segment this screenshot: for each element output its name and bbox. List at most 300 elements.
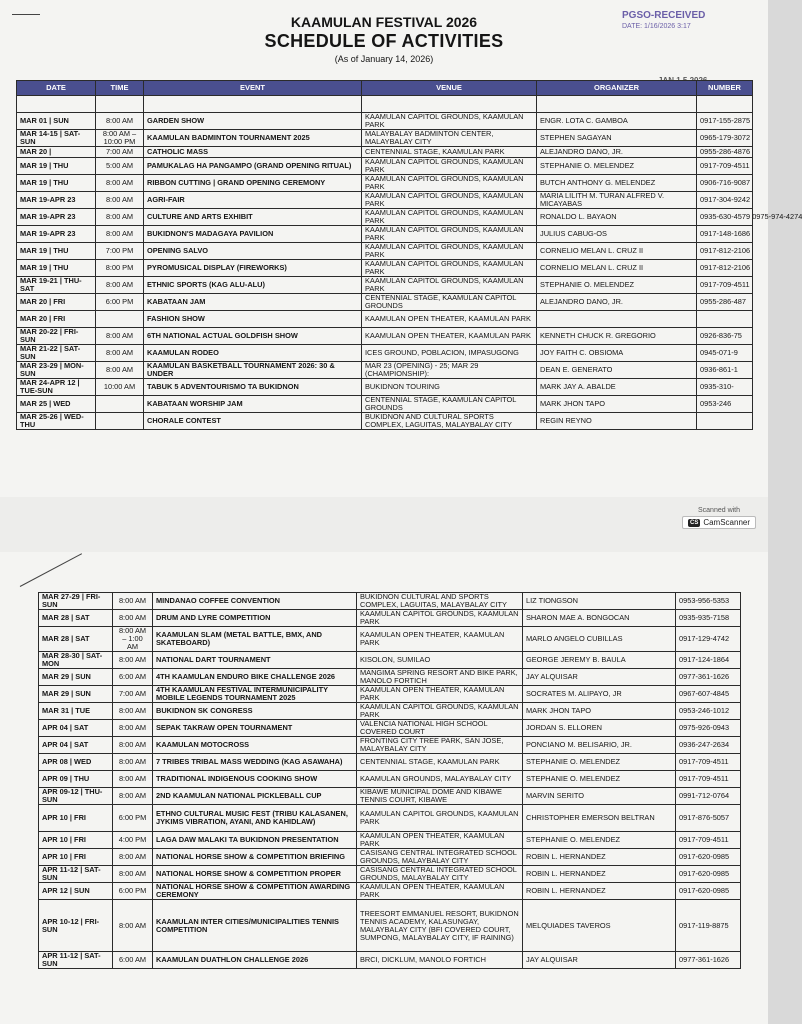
- cell-event: KAAMULAN SLAM (METAL BATTLE, BMX, AND SKATEBOARD): [153, 627, 357, 652]
- cell-event: NATIONAL HORSE SHOW & COMPETITION PROPER: [153, 866, 357, 883]
- cell-venue: KISOLON, SUMILAO: [357, 652, 523, 669]
- header-organizer: ORGANIZER: [537, 81, 697, 96]
- cell-event: BUKIDNON SK CONGRESS: [153, 703, 357, 720]
- cell-number: 0917-148-1686: [697, 226, 753, 243]
- cell-event: FASHION SHOW: [144, 311, 362, 328]
- cell-event: SEPAK TAKRAW OPEN TOURNAMENT: [153, 720, 357, 737]
- cell-number: 0991-712-0764: [676, 788, 741, 805]
- cell-organizer: [537, 311, 697, 328]
- cell-event: BUKIDNON'S MADAGAYA PAVILION: [144, 226, 362, 243]
- cell-date: APR 08 | WED: [39, 754, 113, 771]
- cell-date: APR 04 | SAT: [39, 720, 113, 737]
- cell-organizer: STEPHANIE O. MELENDEZ: [523, 754, 676, 771]
- cell-date: MAR 28 | SAT: [39, 627, 113, 652]
- cell-time: 5:00 AM: [96, 158, 144, 175]
- cell-date: APR 10 | FRI: [39, 832, 113, 849]
- cell-event: PYROMUSICAL DISPLAY (FIREWORKS): [144, 260, 362, 277]
- table-row: [17, 175, 753, 192]
- cell-date: MAR 19 | THU: [17, 158, 96, 175]
- cell-date: MAR 19-APR 23: [17, 192, 96, 209]
- cell-time: 8:00 AM: [96, 362, 144, 379]
- cell-time: 8:00 AM: [96, 175, 144, 192]
- as-of-date: (As of January 14, 2026): [334, 54, 434, 64]
- cell-organizer: SHARON MAE A. BONGOCAN: [523, 610, 676, 627]
- cell-venue: KAAMULAN CAPITOL GROUNDS, KAAMULAN PARK: [357, 703, 523, 720]
- cell-time: 7:00 AM: [96, 147, 144, 158]
- cell-time: 8:00 AM: [113, 720, 153, 737]
- cell-number: 0917-155-2875: [697, 113, 753, 130]
- cell-number: 0935-630-4579 0975-974-4274: [697, 209, 753, 226]
- cell-event: KAAMULAN BADMINTON TOURNAMENT 2025: [144, 130, 362, 147]
- cell-organizer: ROBIN L. HERNANDEZ: [523, 883, 676, 900]
- cell-number: 0936-247-2634: [676, 737, 741, 754]
- cell-date: MAR 27-29 | FRI-SUN: [39, 593, 113, 610]
- cell-organizer: BUTCH ANTHONY G. MELENDEZ: [537, 175, 697, 192]
- cell-number: 0917-709-4511: [676, 771, 741, 788]
- cell-organizer: STEPHANIE O. MELENDEZ: [523, 832, 676, 849]
- table-row: [39, 652, 741, 669]
- schedule-title: SCHEDULE OF ACTIVITIES: [264, 31, 504, 51]
- cell-organizer: MARK JAY A. ABALDE: [537, 379, 697, 396]
- cell-number: 0917-620-0985: [676, 883, 741, 900]
- cell-time: 8:00 AM: [96, 328, 144, 345]
- cell-organizer: JOY FAITH C. OBSIOMA: [537, 345, 697, 362]
- scanned-page-2: [0, 552, 768, 1024]
- cell-organizer: RONALDO L. BAYAON: [537, 209, 697, 226]
- cell-venue: MAR 23 (OPENING) - 25; MAR 29 (CHAMPIONSHIP):: [362, 362, 537, 379]
- table-row: [39, 788, 741, 805]
- cell-number: 0953-246: [697, 396, 753, 413]
- stamp-date-line: DATE: 1/16/2026 3:17: [622, 23, 691, 30]
- cell-organizer: JORDAN S. ELLOREN: [523, 720, 676, 737]
- cell-venue: CENTENNIAL STAGE, KAAMULAN CAPITOL GROUNDS: [362, 396, 537, 413]
- cell-organizer: DEAN E. GENERATO: [537, 362, 697, 379]
- table-row: [39, 952, 741, 969]
- cell-venue: BUKIDNON TOURING: [362, 379, 537, 396]
- table-row: [17, 328, 753, 345]
- cell-venue: KIBAWE MUNICIPAL DOME AND KIBAWE TENNIS COURT, KIBAWE: [357, 788, 523, 805]
- scanned-page-1: [0, 0, 802, 497]
- cell-venue: KAAMULAN OPEN THEATER, KAAMULAN PARK: [357, 686, 523, 703]
- cell-venue: BUKIDNON CULTURAL AND SPORTS COMPLEX, LAGUITAS, MALAYBALAY CITY: [357, 593, 523, 610]
- table-row: [39, 686, 741, 703]
- cell-organizer: LIZ TIONGSON: [523, 593, 676, 610]
- cell-date: MAR 28-30 | SAT-MON: [39, 652, 113, 669]
- cell-number: 0977-361-1626: [676, 669, 741, 686]
- cell-time: 8:00 AM: [113, 771, 153, 788]
- cell-organizer: PONCIANO M. BELISARIO, JR.: [523, 737, 676, 754]
- cell-organizer: JAY ALQUISAR: [523, 952, 676, 969]
- cell-date: MAR 25 | WED: [17, 396, 96, 413]
- table-row: [39, 900, 741, 952]
- cell-event: NATIONAL HORSE SHOW & COMPETITION AWARDING CEREMONY: [153, 883, 357, 900]
- cell-number: 0917-124-1864: [676, 652, 741, 669]
- cell-organizer: CHRISTOPHER EMERSON BELTRAN: [523, 805, 676, 832]
- table-row: [17, 158, 753, 175]
- festival-title: KAAMULAN FESTIVAL 2026: [290, 14, 478, 30]
- table-row: [39, 849, 741, 866]
- cell-event: RIBBON CUTTING | GRAND OPENING CEREMONY: [144, 175, 362, 192]
- cell-organizer: STEPHANIE O. MELENDEZ: [537, 277, 697, 294]
- camscanner-watermark: [682, 507, 756, 535]
- scanner-label: Scanned with: [697, 507, 741, 514]
- cell-time: 8:00 AM – 10:00 PM: [96, 130, 144, 147]
- cell-venue: MANGIMA SPRING RESORT AND BIKE PARK, MANOLO FORTICH: [357, 669, 523, 686]
- cell-date: MAR 19-APR 23: [17, 226, 96, 243]
- cell-date: MAR 20 |: [17, 147, 96, 158]
- cell-number: 0917-709-4511: [676, 832, 741, 849]
- cell-event: KAAMULAN BASKETBALL TOURNAMENT 2026: 30 & UNDER: [144, 362, 362, 379]
- cell-date: MAR 19 | THU: [17, 175, 96, 192]
- cell-time: [96, 311, 144, 328]
- cell-number: 0965-179-3072: [697, 130, 753, 147]
- cell-organizer: GEORGE JEREMY B. BAULA: [523, 652, 676, 669]
- cell-number: 0975-926-0943: [676, 720, 741, 737]
- cell-event: TRADITIONAL INDIGENOUS COOKING SHOW: [153, 771, 357, 788]
- table-row: [17, 260, 753, 277]
- cell-event: KAAMULAN DUATHLON CHALLENGE 2026: [153, 952, 357, 969]
- cell-event: MINDANAO COFFEE CONVENTION: [153, 593, 357, 610]
- cell-event: KAAMULAN INTER CITIES/MUNICIPALITIES TENNIS COMPETITION: [153, 900, 357, 952]
- cell-time: 8:00 AM: [113, 703, 153, 720]
- cell-venue: KAAMULAN OPEN THEATER, KAAMULAN PARK: [362, 311, 537, 328]
- cell-date: MAR 31 | TUE: [39, 703, 113, 720]
- pen-mark: [12, 14, 40, 15]
- page-gap: [0, 497, 768, 552]
- cell-venue: BUKIDNON AND CULTURAL SPORTS COMPLEX, LAGUITAS, MALAYBALAY CITY: [362, 413, 537, 430]
- cell-number: 0917-304-9242: [697, 192, 753, 209]
- cell-organizer: CORNELIO MELAN L. CRUZ II: [537, 243, 697, 260]
- cell-date: MAR 25-26 | WED-THU: [17, 413, 96, 430]
- cell-venue: KAAMULAN CAPITOL GROUNDS, KAAMULAN PARK: [362, 243, 537, 260]
- cell-event: LAGA DAW MALAKI TA BUKIDNON PRESENTATION: [153, 832, 357, 849]
- cell-time: 7:00 PM: [96, 243, 144, 260]
- cell-time: 8:00 AM: [96, 345, 144, 362]
- table-row: [39, 883, 741, 900]
- cell-date: APR 10 | FRI: [39, 849, 113, 866]
- cell-event: ETHNO CULTURAL MUSIC FEST (TRIBU KALASANEN, JYKIMS VIBRATION, AYANI, AND KAHIDLAW): [153, 805, 357, 832]
- cell-venue: KAAMULAN OPEN THEATER, KAAMULAN PARK: [362, 328, 537, 345]
- cell-event: OPENING SALVO: [144, 243, 362, 260]
- cell-number: 0917-129-4742: [676, 627, 741, 652]
- cell-number: 0906-716-9087: [697, 175, 753, 192]
- cell-number: [697, 413, 753, 430]
- cell-event: ETHNIC SPORTS (KAG ALU-ALU): [144, 277, 362, 294]
- cell-time: 8:00 AM: [113, 849, 153, 866]
- cell-venue: CENTENNIAL STAGE, KAAMULAN CAPITOL GROUNDS: [362, 294, 537, 311]
- cell-date: MAR 24-APR 12 | TUE-SUN: [17, 379, 96, 396]
- cell-time: 6:00 AM: [113, 669, 153, 686]
- cell-venue: KAAMULAN OPEN THEATER, KAAMULAN PARK: [357, 883, 523, 900]
- cell-event: NATIONAL HORSE SHOW & COMPETITION BRIEFING: [153, 849, 357, 866]
- cell-date: APR 10 | FRI: [39, 805, 113, 832]
- cell-organizer: STEPHANIE O. MELENDEZ: [523, 771, 676, 788]
- cell-time: 8:00 AM: [113, 788, 153, 805]
- cell-organizer: ALEJANDRO DANO, JR.: [537, 147, 697, 158]
- cell-date: MAR 19-APR 23: [17, 209, 96, 226]
- table-row: [17, 345, 753, 362]
- cell-time: [96, 396, 144, 413]
- cell-number: 0917-812-2106: [697, 260, 753, 277]
- cell-date: APR 09-12 | THU-SUN: [39, 788, 113, 805]
- cell-event: AGRI-FAIR: [144, 192, 362, 209]
- table-row: [39, 832, 741, 849]
- table-row: [17, 294, 753, 311]
- cell-organizer: STEPHEN SAGAYAN: [537, 130, 697, 147]
- cell-date: MAR 20 | FRI: [17, 311, 96, 328]
- cell-date: MAR 14-15 | SAT-SUN: [17, 130, 96, 147]
- cell-time: 8:00 AM: [96, 113, 144, 130]
- table-row: [39, 703, 741, 720]
- cell-organizer: MARK JHON TAPO: [523, 703, 676, 720]
- table-body-page-1: [17, 96, 802, 430]
- cell-venue: KAAMULAN CAPITOL GROUNDS, KAAMULAN PARK: [362, 158, 537, 175]
- cell-organizer: [537, 96, 697, 113]
- stamp-title: PGSO-RECEIVED: [622, 10, 706, 21]
- cell-date: MAR 29 | SUN: [39, 686, 113, 703]
- cell-time: 8:00 AM: [113, 866, 153, 883]
- header-event: EVENT: [144, 81, 362, 96]
- pen-mark: [20, 553, 82, 587]
- table-row: [39, 866, 741, 883]
- cell-time: 8:00 PM: [96, 260, 144, 277]
- cell-time: 8:00 AM – 1:00 AM: [113, 627, 153, 652]
- table-row: [17, 277, 753, 294]
- cell-time: 6:00 PM: [113, 883, 153, 900]
- cell-venue: FRONTING CITY TREE PARK, SAN JOSE, MALAYBALAY CITY: [357, 737, 523, 754]
- cell-number: 0936-861-1: [697, 362, 753, 379]
- cell-number: 0935-310-: [697, 379, 753, 396]
- cell-organizer: SOCRATES M. ALIPAYO, JR: [523, 686, 676, 703]
- table-row: [17, 226, 753, 243]
- table-row: [17, 413, 753, 430]
- cell-number: 0967-607-4845: [676, 686, 741, 703]
- cell-number: 0917-812-2106: [697, 243, 753, 260]
- camscanner-brand: CamScanner: [703, 518, 751, 527]
- cell-organizer: REGIN REYNO: [537, 413, 697, 430]
- cell-number: 0917-876-5057: [676, 805, 741, 832]
- cell-organizer: MARIA LILITH M. TURAN ALFRED V. MICAYABAS: [537, 192, 697, 209]
- cell-date: MAR 20 | FRI: [17, 294, 96, 311]
- cell-date: MAR 28 | SAT: [39, 610, 113, 627]
- cell-venue: KAAMULAN OPEN THEATER, KAAMULAN PARK: [357, 627, 523, 652]
- cell-organizer: CORNELIO MELAN L. CRUZ II: [537, 260, 697, 277]
- table-row: [39, 754, 741, 771]
- schedule-table-page-1: [16, 80, 802, 430]
- cell-organizer: ENGR. LOTA C. GAMBOA: [537, 113, 697, 130]
- cell-time: 8:00 AM: [96, 192, 144, 209]
- cell-time: 8:00 AM: [96, 226, 144, 243]
- table-row: [17, 96, 753, 113]
- cell-date: MAR 19 | THU: [17, 260, 96, 277]
- cell-time: 8:00 AM: [96, 277, 144, 294]
- cell-date: MAR 23-29 | MON-SUN: [17, 362, 96, 379]
- cell-event: KAAMULAN RODEO: [144, 345, 362, 362]
- cell-organizer: JAY ALQUISAR: [523, 669, 676, 686]
- cell-venue: KAAMULAN CAPITOL GROUNDS, KAAMULAN PARK: [362, 192, 537, 209]
- table-row: [17, 209, 753, 226]
- cell-time: 8:00 AM: [113, 652, 153, 669]
- cell-time: 6:00 PM: [113, 805, 153, 832]
- cell-venue: TREESORT EMMANUEL RESORT, BUKIDNON TENNIS ACADEMY, KALASUNGAY, MALAYBALAY CITY (BFI COVERED COURT, SUMPONG, MALAYBALAY CITY, IF RAINING): [357, 900, 523, 952]
- table-row: [17, 379, 753, 396]
- cell-venue: KAAMULAN CAPITOL GROUNDS, KAAMULAN PARK: [362, 175, 537, 192]
- cell-organizer: MARK JHON TAPO: [537, 396, 697, 413]
- cell-number: 0953-246-1012: [676, 703, 741, 720]
- table-row: [17, 362, 753, 379]
- cell-venue: [362, 96, 537, 113]
- table-row: [39, 720, 741, 737]
- table-row: [17, 147, 753, 158]
- camscanner-logo-icon: CS: [689, 519, 699, 526]
- cell-event: CATHOLIC MASS: [144, 147, 362, 158]
- cell-number: 0945-071-9: [697, 345, 753, 362]
- cell-time: 4:00 PM: [113, 832, 153, 849]
- table-row: [17, 130, 753, 147]
- cell-venue: CASISANG CENTRAL INTEGRATED SCHOOL GROUNDS, MALAYBALAY CITY: [357, 866, 523, 883]
- table-row: [17, 396, 753, 413]
- cell-time: 8:00 AM: [113, 737, 153, 754]
- cell-date: APR 12 | SUN: [39, 883, 113, 900]
- cell-venue: KAAMULAN CAPITOL GROUNDS, KAAMULAN PARK: [362, 226, 537, 243]
- cell-venue: ICES GROUND, POBLACION, IMPASUGONG: [362, 345, 537, 362]
- cell-organizer: MARVIN SERITO: [523, 788, 676, 805]
- cell-event: KAAMULAN MOTOCROSS: [153, 737, 357, 754]
- camscanner-badge: [682, 516, 756, 529]
- cell-number: 0955-286-4876: [697, 147, 753, 158]
- cell-organizer: KENNETH CHUCK R. GREGORIO: [537, 328, 697, 345]
- cell-date: MAR 20-22 | FRI-SUN: [17, 328, 96, 345]
- cell-time: [96, 413, 144, 430]
- cell-number: 0935-935-7158: [676, 610, 741, 627]
- cell-number: 0955-286-487: [697, 294, 753, 311]
- header-venue: VENUE: [362, 81, 537, 96]
- cell-event: KABATAAN JAM: [144, 294, 362, 311]
- cell-event: TABUK 5 ADVENTOURISMO TA BUKIDNON: [144, 379, 362, 396]
- cell-organizer: ROBIN L. HERNANDEZ: [523, 866, 676, 883]
- cell-date: APR 10-12 | FRI-SUN: [39, 900, 113, 952]
- cell-event: [144, 96, 362, 113]
- cell-date: APR 11-12 | SAT-SUN: [39, 952, 113, 969]
- cell-event: PAMUKALAG HA PANGAMPO (GRAND OPENING RITUAL): [144, 158, 362, 175]
- cell-venue: KAAMULAN CAPITOL GROUNDS, KAAMULAN PARK: [362, 277, 537, 294]
- cell-organizer: ROBIN L. HERNANDEZ: [523, 849, 676, 866]
- cell-event: NATIONAL DART TOURNAMENT: [153, 652, 357, 669]
- cell-time: 8:00 AM: [113, 593, 153, 610]
- cell-number: 0917-119-8875: [676, 900, 741, 952]
- cell-event: 2ND KAAMULAN NATIONAL PICKLEBALL CUP: [153, 788, 357, 805]
- cell-organizer: JULIUS CABUG-OS: [537, 226, 697, 243]
- cell-number: 0917-709-4511: [676, 754, 741, 771]
- cell-date: MAR 21-22 | SAT-SUN: [17, 345, 96, 362]
- cell-event: CHORALE CONTEST: [144, 413, 362, 430]
- cell-venue: KAAMULAN GROUNDS, MALAYBALAY CITY: [357, 771, 523, 788]
- cell-venue: VALENCIA NATIONAL HIGH SCHOOL COVERED COURT: [357, 720, 523, 737]
- table-row: [39, 610, 741, 627]
- cell-time: 8:00 AM: [113, 610, 153, 627]
- schedule-table-page-2: [38, 592, 741, 969]
- cell-number: [697, 311, 753, 328]
- cell-time: 6:00 PM: [96, 294, 144, 311]
- table-row: [39, 771, 741, 788]
- cell-venue: KAAMULAN CAPITOL GROUNDS, KAAMULAN PARK: [362, 113, 537, 130]
- table-row: [17, 243, 753, 260]
- header-time: TIME: [96, 81, 144, 96]
- cell-date: MAR 29 | SUN: [39, 669, 113, 686]
- cell-time: 7:00 AM: [113, 686, 153, 703]
- cell-number: [697, 96, 753, 113]
- table-row: [17, 192, 753, 209]
- cell-venue: MALAYBALAY BADMINTON CENTER, MALAYBALAY CITY: [362, 130, 537, 147]
- cell-organizer: MARLO ANGELO CUBILLAS: [523, 627, 676, 652]
- cell-event: GARDEN SHOW: [144, 113, 362, 130]
- cell-time: 8:00 AM: [113, 754, 153, 771]
- header-date: DATE: [17, 81, 96, 96]
- cell-time: 6:00 AM: [113, 952, 153, 969]
- cell-date: MAR 19-21 | THU-SAT: [17, 277, 96, 294]
- table-body-page-2: [39, 593, 741, 969]
- cell-event: 6TH NATIONAL ACTUAL GOLDFISH SHOW: [144, 328, 362, 345]
- cell-event: DRUM AND LYRE COMPETITION: [153, 610, 357, 627]
- table-row: [39, 737, 741, 754]
- cell-venue: KAAMULAN CAPITOL GROUNDS, KAAMULAN PARK: [362, 209, 537, 226]
- table-row: [17, 311, 753, 328]
- cell-number: 0917-709-4511: [697, 158, 753, 175]
- cell-organizer: MELQUIADES TAVEROS: [523, 900, 676, 952]
- header-number: NUMBER: [697, 81, 753, 96]
- cell-number: 0926-836-75: [697, 328, 753, 345]
- cell-venue: CENTENNIAL STAGE, KAAMULAN PARK: [357, 754, 523, 771]
- cell-venue: CENTENNIAL STAGE, KAAMULAN PARK: [362, 147, 537, 158]
- cell-date: APR 09 | THU: [39, 771, 113, 788]
- cell-venue: KAAMULAN OPEN THEATER, KAAMULAN PARK: [357, 832, 523, 849]
- cell-date: APR 11-12 | SAT-SUN: [39, 866, 113, 883]
- cell-number: 0917-620-0985: [676, 849, 741, 866]
- cell-time: 8:00 AM: [113, 900, 153, 952]
- table-row: [39, 593, 741, 610]
- cell-number: 0917-620-0985: [676, 866, 741, 883]
- cell-number: 0953-956-5353: [676, 593, 741, 610]
- received-stamp: [622, 10, 758, 48]
- cell-date: MAR 19 | THU: [17, 243, 96, 260]
- cell-time: 10:00 AM: [96, 379, 144, 396]
- cell-organizer: ALEJANDRO DANO, JR.: [537, 294, 697, 311]
- cell-event: 7 TRIBES TRIBAL MASS WEDDING (KAG ASAWAHA): [153, 754, 357, 771]
- table-row: [39, 627, 741, 652]
- cell-organizer: STEPHANIE O. MELENDEZ: [537, 158, 697, 175]
- table-row: [39, 805, 741, 832]
- cell-venue: KAAMULAN CAPITOL GROUNDS, KAAMULAN PARK: [357, 610, 523, 627]
- cell-time: [96, 96, 144, 113]
- cell-venue: CASISANG CENTRAL INTEGRATED SCHOOL GROUNDS, MALAYBALAY CITY: [357, 849, 523, 866]
- table-row: [17, 113, 753, 130]
- cell-event: KABATAAN WORSHIP JAM: [144, 396, 362, 413]
- cell-number: 0977-361-1626: [676, 952, 741, 969]
- cell-number: 0917-709-4511: [697, 277, 753, 294]
- cell-date: [17, 96, 96, 113]
- cell-event: CULTURE AND ARTS EXHIBIT: [144, 209, 362, 226]
- cell-venue: KAAMULAN CAPITOL GROUNDS, KAAMULAN PARK: [357, 805, 523, 832]
- cell-venue: BRCI, DICKLUM, MANOLO FORTICH: [357, 952, 523, 969]
- table-header-row: [17, 81, 753, 96]
- cell-event: 4TH KAAMULAN ENDURO BIKE CHALLENGE 2026: [153, 669, 357, 686]
- cell-time: 8:00 AM: [96, 209, 144, 226]
- cell-event: 4TH KAAMULAN FESTIVAL INTERMUNICIPALITY MOBILE LEGENDS TOURNAMENT 2025: [153, 686, 357, 703]
- cell-date: APR 04 | SAT: [39, 737, 113, 754]
- cell-date: MAR 01 | SUN: [17, 113, 96, 130]
- cell-venue: KAAMULAN CAPITOL GROUNDS, KAAMULAN PARK: [362, 260, 537, 277]
- table-row: [39, 669, 741, 686]
